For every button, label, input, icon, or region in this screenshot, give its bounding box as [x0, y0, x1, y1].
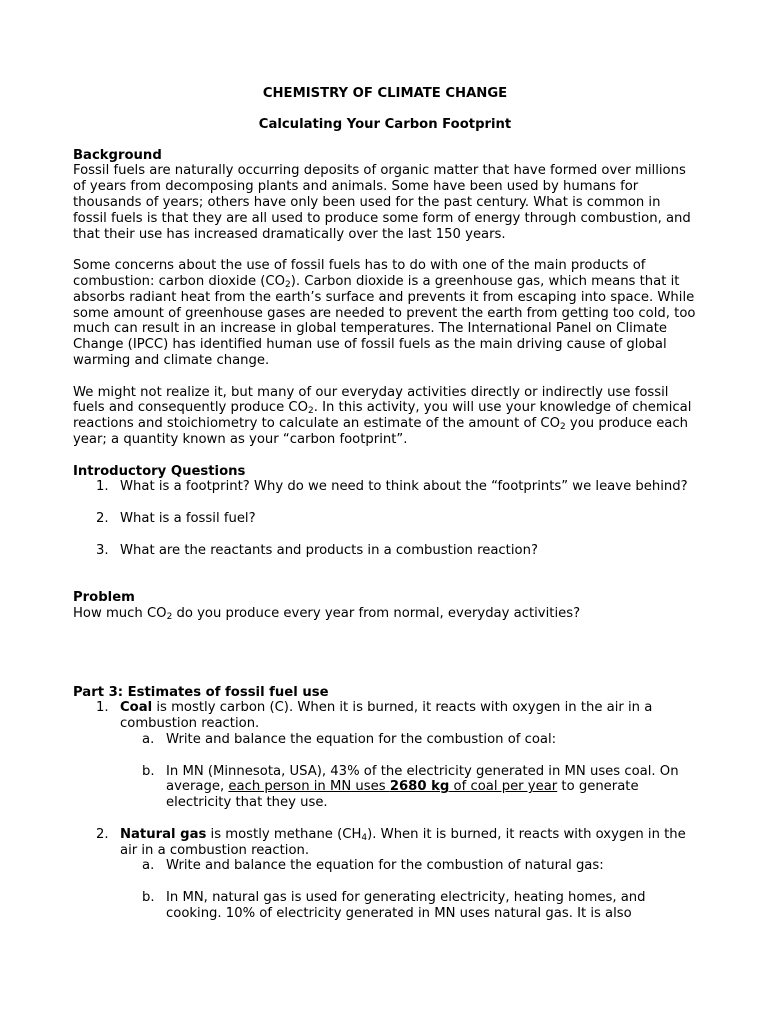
list-item: 3. What are the reactants and products in a combustion reaction?	[96, 542, 538, 558]
problem-text: How much $CO_2$ do you produce every year from normal, everyday activities?	[73, 605, 581, 622]
list-item: a. Write and balance the equation for the combustion of coal:	[142, 732, 557, 748]
intro-questions-list	[73, 479, 697, 558]
worksheet-page	[73, 86, 697, 922]
document-title: CHEMISTRY OF CLIMATE CHANGE	[262, 86, 508, 101]
background-paragraph-2: Some concerns about the use of fossil fuels has to do with one of the main products of combustion: carbon dioxide $(CO_2)$. Carbon dioxide is a greenhouse gas, which means that it absorbs radiant heat from the earth’s surface and prevents it from escaping into space. While some amount of greenhouse gases are needed to prevent the earth from getting too cold, too much can result in an increase in global temperatures. The International Panel on Climate Change (IPCC) has identified human use of fossil fuels as the main driving cause of global warming and climate change.	[73, 258, 696, 368]
document-subtitle: Calculating Your Carbon Footprint	[258, 116, 512, 132]
list-item: 1. What is a footprint? Why do we need to think about the “footprints” we leave behind?	[96, 479, 688, 495]
coal-subquestions	[120, 732, 697, 811]
natural-gas-subquestions	[120, 858, 697, 921]
problem-heading: Problem	[73, 589, 135, 605]
list-item-coal: 1. Coal is mostly carbon (C). When it is burned, it reacts with oxygen in the air in a combustion reaction. a. Write and balance the equation for the combustion of coal: b. In MN (Minnesota, USA), 43% of the electricity generated in MN uses coal. On average, each person in MN uses 2680 kg of coal per year to generate electricity that they use.	[73, 700, 697, 811]
list-item: 2. What is a fossil fuel?	[96, 510, 256, 526]
part3-list	[73, 700, 697, 921]
list-item-natural-gas: 2. Natural gas is mostly methane $(CH_4)$. When it is burned, it reacts with oxygen in the air in a combustion reaction. a. Write and balance the equation for the combustion of natural gas: b. In MN, natural gas is used for generating electricity, heating homes, and cooking. 10% of electricity generated in MN uses natural gas. It is also	[73, 827, 697, 922]
part3-heading: Part 3: Estimates of fossil fuel use	[73, 684, 329, 700]
intro-questions-heading: Introductory Questions	[73, 463, 246, 479]
background-paragraph-3: We might not realize it, but many of our everyday activities directly or indirectly use fossil fuels and consequently produce $CO_2$. In this activity, you will use your knowledge of chemical reactions and stoichiometry to calculate an estimate of the amount of $CO_2$ you produce each year; a quantity known as your “carbon footprint”.	[73, 384, 692, 447]
list-item: b. In MN (Minnesota, USA), 43% of the electricity generated in MN uses coal. On average, each person in MN uses 2680 kg of coal per year to generate electricity that they use.	[142, 763, 679, 811]
list-item: a. Write and balance the equation for the combustion of natural gas:	[142, 858, 604, 874]
background-heading: Background	[73, 147, 162, 163]
list-item: b. In MN, natural gas is used for generating electricity, heating homes, and cooking. 10% of electricity generated in MN uses natural gas. It is also	[142, 890, 646, 921]
background-paragraph-1: Fossil fuels are naturally occurring deposits of organic matter that have formed over millions of years from decomposing plants and animals. Some have been used by humans for thousands of years; others have only been used for the past century. What is common in fossil fuels is that they are all used to produce some form of energy through combustion, and that their use has increased dramatically over the last 150 years.	[73, 163, 691, 242]
